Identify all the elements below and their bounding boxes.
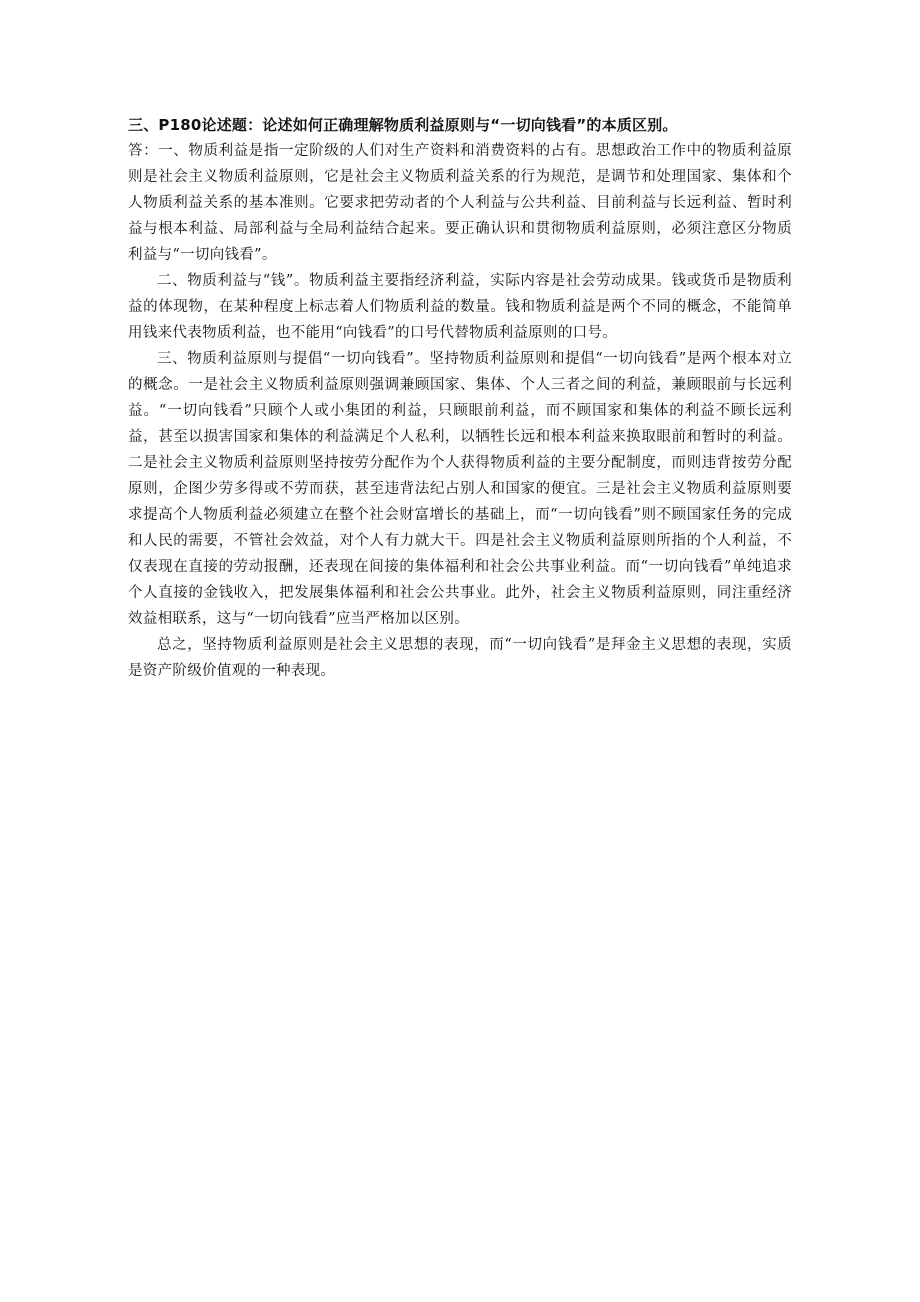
document-page [128,112,792,684]
answer-paragraph-1: 答：一、物质利益是指一定阶级的人们对生产资料和消费资料的占有。思想政治工作中的物质利益原则是社会主义物质利益原则，它是社会主义物质利益关系的行为规范，是调节和处理国家、集体和个人物质利益关系的基本准则。它要求把劳动者的个人利益与公共利益、目前利益与长远利益、暂时利益与根本利益、局部利益与全局利益结合起来。要正确认识和贯彻物质利益原则，必须注意区分物质利益与“一切向钱看”。 [128,143,792,263]
answer-paragraph-4: 总之，坚持物质利益原则是社会主义思想的表现，而“一切向钱看”是拜金主义思想的表现，实质是资产阶级价值观的一种表现。 [128,637,792,679]
answer-paragraph-3: 三、物质利益原则与提倡“一切向钱看”。坚持物质利益原则和提倡“一切向钱看”是两个根本对立的概念。一是社会主义物质利益原则强调兼顾国家、集体、个人三者之间的利益，兼顾眼前与长远利益。“一切向钱看”只顾个人或小集团的利益，只顾眼前利益，而不顾国家和集体的利益不顾长远利益，甚至以损害国家和集体的利益满足个人私利，以牺牲长远和根本利益来换取眼前和暂时的利益。二是社会主义物质利益原则坚持按劳分配作为个人获得物质利益的主要分配制度，而则违背按劳分配原则，企图少劳多得或不劳而获，甚至违背法纪占别人和国家的便宜。三是社会主义物质利益原则要求提高个人物质利益必须建立在整个社会财富增长的基础上，而“一切向钱看”则不顾国家任务的完成和人民的需要，不管社会效益，对个人有力就大干。四是社会主义物质利益原则所指的个人利益，不仅表现在直接的劳动报酬，还表现在间接的集体福利和社会公共事业利益。而“一切向钱看”单纯追求个人直接的金钱收入，把发展集体福利和社会公共事业。此外，社会主义物质利益原则，同注重经济效益相联系，这与“一切向钱看”应当严格加以区别。 [128,351,792,627]
question-heading: 三、P180论述题：论述如何正确理解物质利益原则与“一切向钱看”的本质区别。 [128,116,678,134]
answer-paragraph-2: 二、物质利益与“钱”。物质利益主要指经济利益，实际内容是社会劳动成果。钱或货币是物质利益的体现物，在某种程度上标志着人们物质利益的数量。钱和物质利益是两个不同的概念，不能简单用钱来代表物质利益，也不能用“向钱看”的口号代替物质利益原则的口号。 [128,273,792,341]
